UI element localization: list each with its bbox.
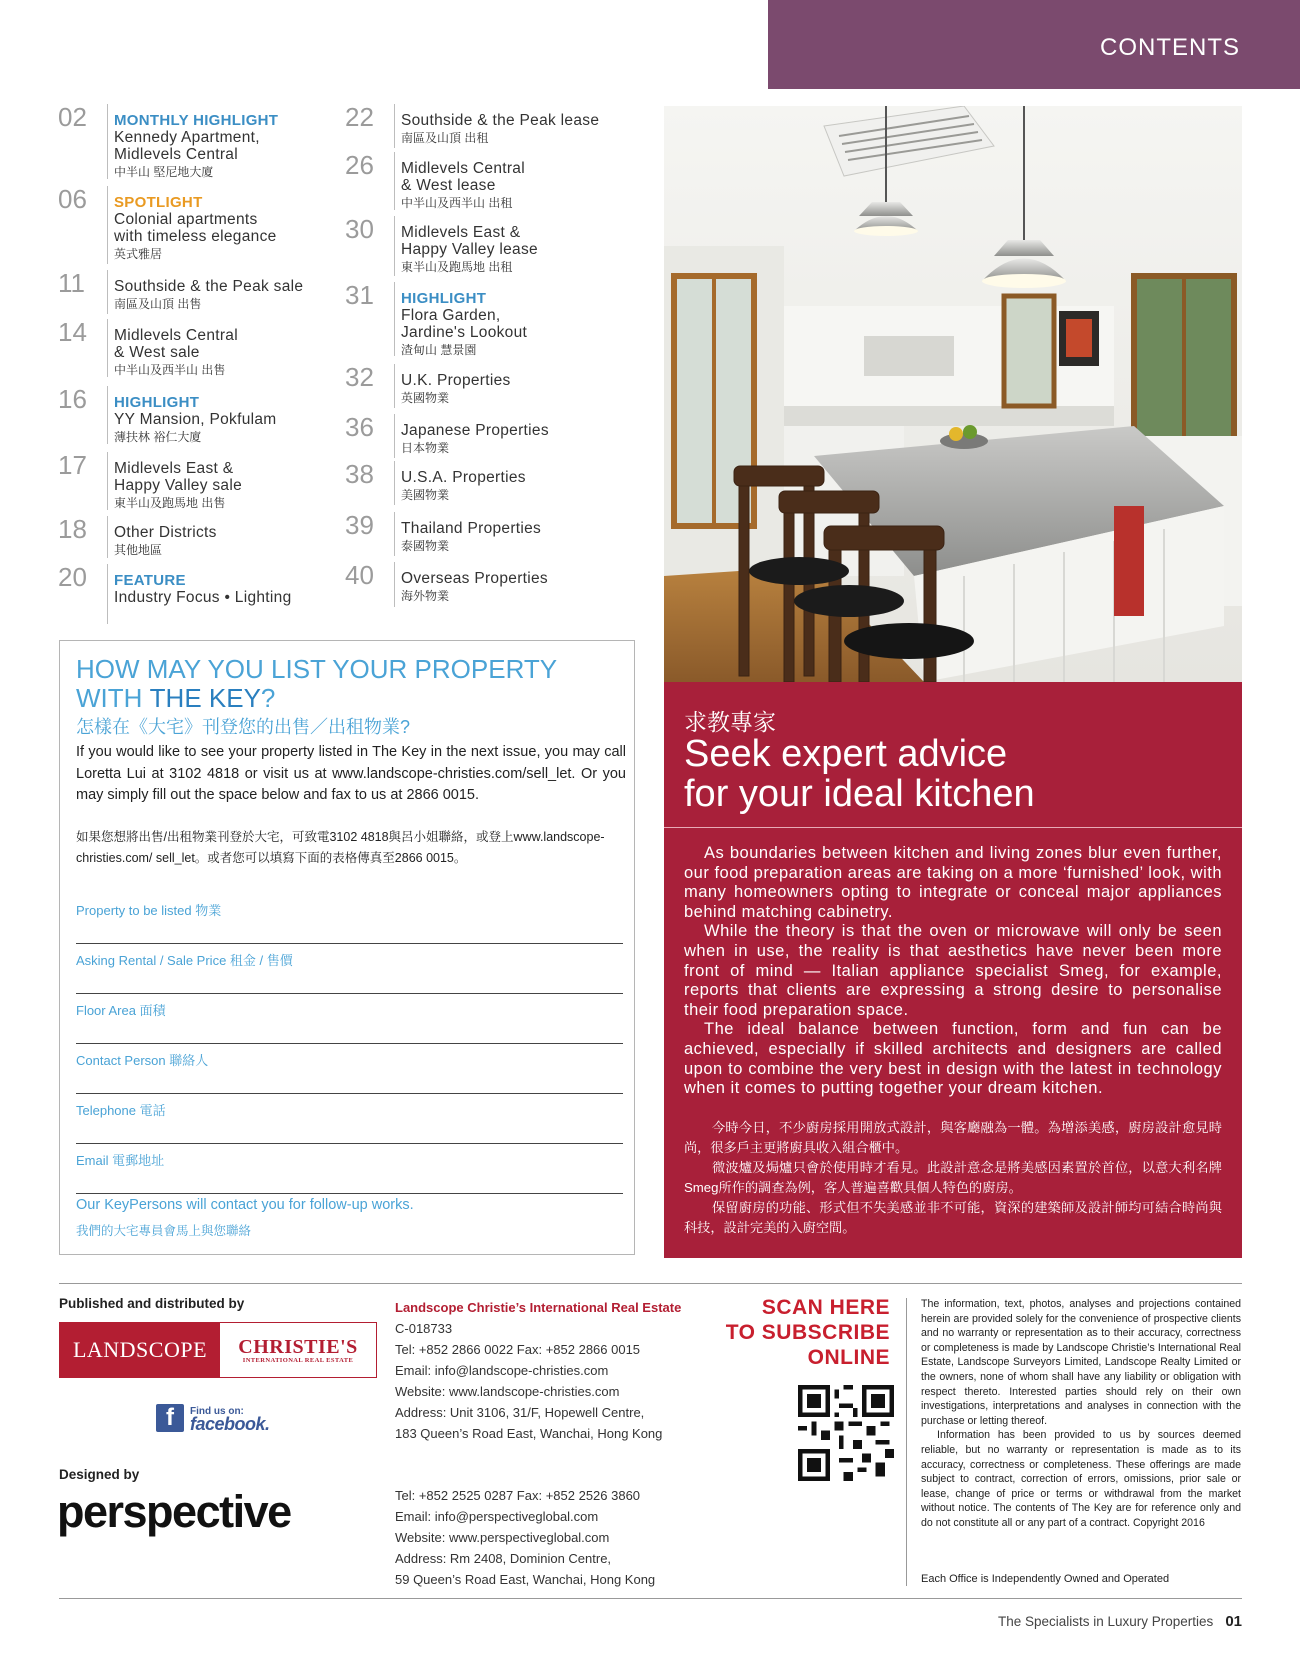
toc-title-zh: 中半山及西半山 出售 [114, 363, 226, 377]
toc-title-zh: 東半山及跑馬地 出租 [401, 260, 513, 274]
toc-title: YY Mansion, Pokfulam [114, 411, 277, 428]
advice-divider [664, 827, 1242, 828]
toc-divider [107, 270, 108, 314]
toc-page-number: 06 [58, 184, 87, 214]
price-field[interactable]: Asking Rental / Sale Price 租金 / 售價 [76, 950, 623, 994]
toc-page-number: 26 [345, 150, 374, 180]
toc-entry-body [114, 112, 354, 180]
toc-title-line2: Midlevels Central [114, 146, 238, 163]
contact-person-field[interactable]: Contact Person 聯絡人 [76, 1050, 623, 1094]
toc-title-zh: 日本物業 [401, 441, 450, 455]
advice-panel [664, 682, 1242, 1258]
toc-title-zh: 泰國物業 [401, 539, 450, 553]
floor-area-field[interactable]: Floor Area 面積 [76, 1000, 623, 1044]
toc-title: Thailand Properties [401, 520, 542, 537]
toc-page-number: 39 [345, 510, 374, 540]
toc-title-zh: 中半山及西半山 出租 [401, 196, 513, 210]
toc-title-zh: 中半山 堅尼地大廈 [114, 165, 214, 179]
form-heading-zh: 怎樣在《大宅》刊登您的出售／出租物業? [76, 717, 411, 737]
landscope-address: Landscope Christie’s International Real Estate C-018733 Tel: +852 2866 0022 Fax: +852 2866 0015 Email: info@landscope-christies.com Website: www.landscope-christies.com Address: Unit 3106, 31/F, Hopewell Centre, 183 Queen’s Road East, Wanchai, Hong Kong [395, 1300, 682, 1441]
qr-code-icon[interactable] [798, 1385, 894, 1481]
toc-title-zh: 美國物業 [401, 488, 450, 502]
disclaimer: The information, text, photos, analyses and projections contained herein are provided solely for the convenience of prospective clients and no warranty or representation as to their accuracy, correctness or completeness is made by Landscope Christie’s International Real Estate, Landscope Surveyors Limited, Landscope Realty Limited or the owners, none of whom shall have any liability or obligation with respect thereto. Interested parties should rely on their own investigations, interpretations and analyses in connection with the purchase or letting thereof. Information has been provided to us by sources deemed reliable, but no warranty or representation is made as to its accuracy, correctness or completeness. These offerings are made subject to contract, correction of errors, omissions, prior sale or lease, change of price or terms or withdrawal from the market without notice. The contents of The Key are for reference only and do not constitute all or any part of a contract. Copyright 2016 [921, 1298, 1241, 1529]
toc-title-line2: Happy Valley lease [401, 241, 538, 258]
toc-page-number: 38 [345, 459, 374, 489]
toc-title: Kennedy Apartment, [114, 129, 260, 146]
toc-entry-body [401, 570, 641, 604]
toc-page-number: 32 [345, 362, 374, 392]
published-label: Published and distributed by [59, 1296, 245, 1311]
toc-divider [107, 319, 108, 377]
toc-divider [394, 414, 395, 458]
toc-title: U.K. Properties [401, 372, 511, 389]
toc-title: Midlevels Central [114, 327, 238, 344]
perspective-address: Tel: +852 2525 0287 Fax: +852 2526 3860 Email: info@perspectiveglobal.com Website: www.perspectiveglobal.com Address: Rm 2408, Dominion Centre, 59 Queen’s Road East, Wanchai, Hong Kong [395, 1488, 656, 1587]
toc-entry-body [401, 520, 641, 554]
toc-title: Other Districts [114, 524, 217, 541]
toc-divider [107, 516, 108, 558]
form-heading: HOW MAY YOU LIST YOUR PROPERTY WITH THE KEY? [76, 654, 558, 713]
form-intro-zh: 如果您想將出售/出租物業刊登於大宅，可致電3102 4818與呂小姐聯絡，或登上www.landscope-christies.com/ sell_let。或者您可以填寫下面的表格傳真至2866 0015。 [76, 830, 605, 865]
telephone-field[interactable]: Telephone 電話 [76, 1100, 623, 1144]
toc-title: Japanese Properties [401, 422, 549, 439]
toc-divider [107, 186, 108, 264]
toc-divider [394, 216, 395, 276]
toc-title-line2: with timeless elegance [114, 228, 277, 245]
toc-title-zh: 渣甸山 慧景園 [401, 343, 477, 357]
contents-label: CONTENTS [1100, 34, 1240, 61]
toc-title: Southside & the Peak sale [114, 278, 304, 295]
toc-title-zh: 其他地區 [114, 543, 163, 557]
toc-title-line2: Happy Valley sale [114, 477, 243, 494]
toc-divider [394, 461, 395, 505]
advice-title: Seek expert advice for your ideal kitchen [684, 733, 1035, 815]
toc-page-number: 31 [345, 280, 374, 310]
toc-title: U.S.A. Properties [401, 469, 526, 486]
toc-page-number: 20 [58, 562, 87, 592]
landscope-christies-logo: LANDSCOPE CHRISTIE'S INTERNATIONAL REAL ESTATE [59, 1322, 377, 1378]
facebook-icon: f [156, 1404, 184, 1432]
toc-kicker: HIGHLIGHT [401, 290, 487, 307]
advice-body-zh: 今時今日，不少廚房採用開放式設計，與客廳融為一體。為增添美感，廚房設計愈見時尚，很多戶主更將廚具收入組合櫃中。 微波爐及焗爐只會於使用時才看見。此設計意念是將美感因素置於首位，以意大利名牌Smeg所作的調查為例，客人普遍喜歡具個人特色的廚房。 保留廚房的功能、形式但不失美感並非不可能，資深的建築師及設計師均可結合時尚與科技，設計完美的入廚空間。 [684, 1120, 1222, 1235]
email-field[interactable]: Email 電郵地址 [76, 1150, 623, 1194]
listing-form [59, 640, 635, 1255]
toc-entry-body [114, 327, 354, 378]
independent-office-note: Each Office is Independently Owned and Operated [921, 1573, 1170, 1585]
toc-title-zh: 海外物業 [401, 589, 450, 603]
toc-divider [394, 364, 395, 408]
toc-kicker: HIGHLIGHT [114, 394, 200, 411]
toc-entry-body [114, 194, 354, 262]
toc-kicker: MONTHLY HIGHLIGHT [114, 112, 279, 129]
toc-title-line2: & West sale [114, 344, 200, 361]
form-footer: Our KeyPersons will contact you for follow-up works. [76, 1197, 414, 1213]
toc-page-number: 11 [58, 268, 85, 298]
kitchen-photo [664, 106, 1242, 682]
toc-divider [394, 152, 395, 210]
toc-divider [394, 562, 395, 607]
toc-title-zh: 薄扶林 裕仁大廈 [114, 430, 202, 444]
toc-divider [107, 564, 108, 624]
footer-divider-top [59, 1283, 1242, 1284]
toc-entry-body [401, 112, 641, 146]
property-field[interactable]: Property to be listed 物業 [76, 900, 623, 944]
page-tagline: The Specialists in Luxury Properties 01 [997, 1613, 1242, 1630]
toc-entry-body [401, 422, 641, 456]
toc-page-number: 18 [58, 514, 87, 544]
perspective-logo: perspective [57, 1486, 291, 1537]
toc-title: Midlevels East & [114, 460, 234, 477]
footer-divider-bottom [59, 1598, 1242, 1599]
toc-page-number: 40 [345, 560, 374, 590]
toc-page-number: 22 [345, 102, 374, 132]
toc-divider [394, 104, 395, 148]
toc-page-number: 36 [345, 412, 374, 442]
toc-entry-body [401, 224, 641, 275]
toc-entry-body [401, 160, 641, 211]
toc-page-number: 02 [58, 102, 87, 132]
toc-divider [107, 104, 108, 179]
facebook-link[interactable]: f Find us on: facebook. [156, 1404, 270, 1432]
form-footer-zh: 我們的大宅專員會馬上與您聯絡 [76, 1224, 252, 1238]
toc-divider [394, 282, 395, 356]
toc-entry-body [114, 278, 354, 312]
toc-page-number: 16 [58, 384, 87, 414]
toc-title-line2: & West lease [401, 177, 496, 194]
toc-title-zh: 東半山及跑馬地 出售 [114, 496, 226, 510]
toc-divider [107, 386, 108, 444]
toc-title-zh: 南區及山頂 出租 [401, 131, 489, 145]
toc-entry-body [114, 572, 354, 606]
toc-entry-body [114, 524, 354, 558]
toc-entry-body [114, 394, 354, 445]
toc-title: Colonial apartments [114, 211, 258, 228]
toc-kicker: SPOTLIGHT [114, 194, 203, 211]
toc-entry-body [401, 469, 641, 503]
form-intro: If you would like to see your property listed in The Key in the next issue, you may call Loretta Lui at 3102 4818 or visit us at www.landscope-christies.com/sell_let. Or you may simply fill out the space below and fax to us at 2866 0015. [76, 744, 626, 803]
toc-page-number: 30 [345, 214, 374, 244]
toc-page-number: 14 [58, 317, 87, 347]
page-number: 01 [1225, 1613, 1242, 1630]
scan-to-subscribe: SCAN HERE TO SUBSCRIBE ONLINE [725, 1296, 890, 1369]
toc-title-zh: 南區及山頂 出售 [114, 297, 202, 311]
toc-title-line2: Jardine's Lookout [401, 324, 528, 341]
contents-header [768, 0, 1300, 89]
advice-body: As boundaries between kitchen and living zones blur even further, our food preparation areas are taking on a more ‘furnished’ look, with many homeowners opting to integrate or conceal major appliances behind matching cabinetry. While the theory is that the oven or microwave will only be seen when in use, the reality is that aesthetics have never been more front of mind — Italian appliance specialist Smeg, for example, reports that clients are expressing a strong desire to personalise their food preparation space. The ideal balance between function, form and fun can be achieved, especially if skilled architects and designers are called upon to combine the very best in design with the latest in technology when it comes to putting together your dream kitchen. [684, 844, 1222, 1098]
toc-page-number: 17 [58, 450, 87, 480]
toc-entry-body [401, 290, 641, 358]
toc-title: Flora Garden, [401, 307, 501, 324]
toc-title-zh: 英式雅居 [114, 247, 163, 261]
advice-title-zh: 求教專家 [684, 709, 776, 735]
toc-kicker: FEATURE [114, 572, 186, 589]
toc-title: Industry Focus • Lighting [114, 589, 292, 606]
toc-entry-body [401, 372, 641, 406]
toc-divider [107, 452, 108, 510]
toc-title-zh: 英國物業 [401, 391, 450, 405]
designed-label: Designed by [59, 1467, 140, 1482]
toc-title: Overseas Properties [401, 570, 548, 587]
toc-title: Midlevels Central [401, 160, 525, 177]
toc-divider [394, 512, 395, 556]
toc-title: Midlevels East & [401, 224, 521, 241]
toc-entry-body [114, 460, 354, 511]
footer-separator [906, 1298, 907, 1586]
toc-title: Southside & the Peak lease [401, 112, 600, 129]
